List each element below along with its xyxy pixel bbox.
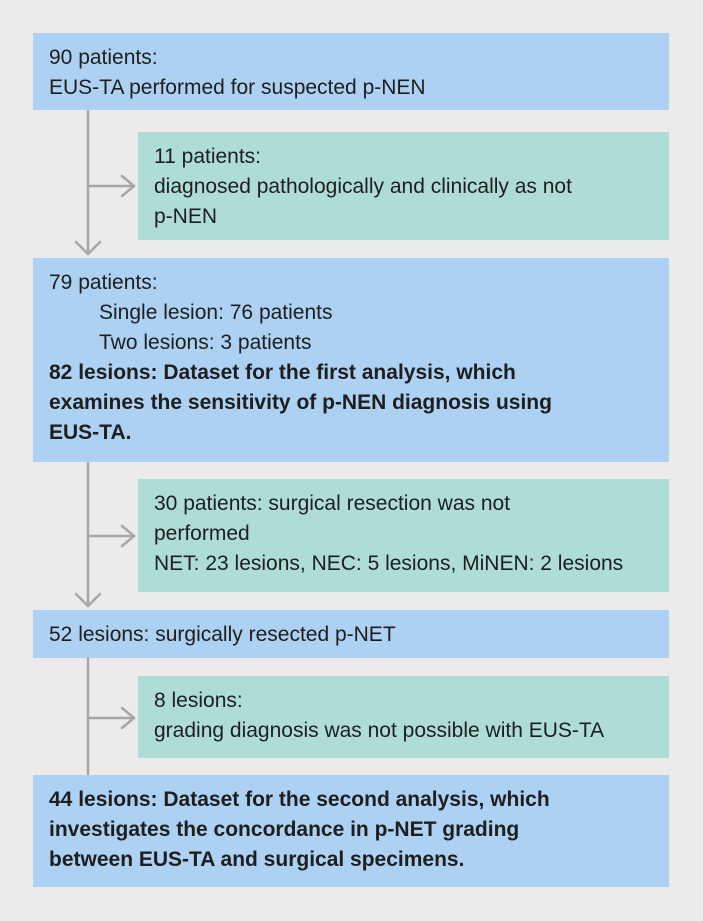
box-text: 30 patients: surgical resection was not — [154, 492, 511, 515]
box-text: NET: 23 lesions, NEC: 5 lesions, MiNEN: 2 lesions — [154, 552, 624, 575]
box-text: 79 patients: — [49, 271, 158, 294]
box-second-analysis-dataset — [33, 775, 669, 887]
box-text: Single lesion: 76 patients — [99, 301, 333, 324]
box-text: diagnosed pathologically and clinically as not — [154, 175, 572, 198]
box-text-bold: investigates the concordance in p-NET grading — [49, 818, 520, 841]
box-text: 11 patients: — [154, 145, 262, 168]
box-text: EUS-TA performed for suspected p-NEN — [49, 76, 426, 99]
box-text-bold: between EUS-TA and surgical specimens. — [49, 848, 465, 871]
box-text-bold: EUS-TA. — [49, 421, 132, 444]
box-enrolled-patients — [33, 33, 669, 110]
box-text: grading diagnosis was not possible with EUS-TA — [154, 719, 605, 742]
box-text-bold: examines the sensitivity of p-NEN diagnosis using — [49, 391, 552, 414]
box-text: 8 lesions: — [154, 689, 243, 712]
box-text-bold: 44 lesions: Dataset for the second analysis, which — [49, 788, 550, 811]
box-grading-not-possible — [138, 676, 669, 758]
box-resected-pnet — [33, 610, 669, 658]
box-text-bold: 82 lesions: Dataset for the first analysis, which — [49, 361, 516, 384]
box-text: 90 patients: — [49, 46, 158, 69]
box-text: Two lesions: 3 patients — [99, 331, 312, 354]
box-first-analysis-dataset — [33, 258, 669, 462]
box-no-resection — [138, 479, 669, 592]
box-excluded-not-pnen — [138, 132, 669, 240]
box-text: p-NEN — [154, 205, 218, 228]
box-text: 52 lesions: surgically resected p-NET — [49, 623, 396, 646]
box-text: performed — [154, 522, 250, 545]
